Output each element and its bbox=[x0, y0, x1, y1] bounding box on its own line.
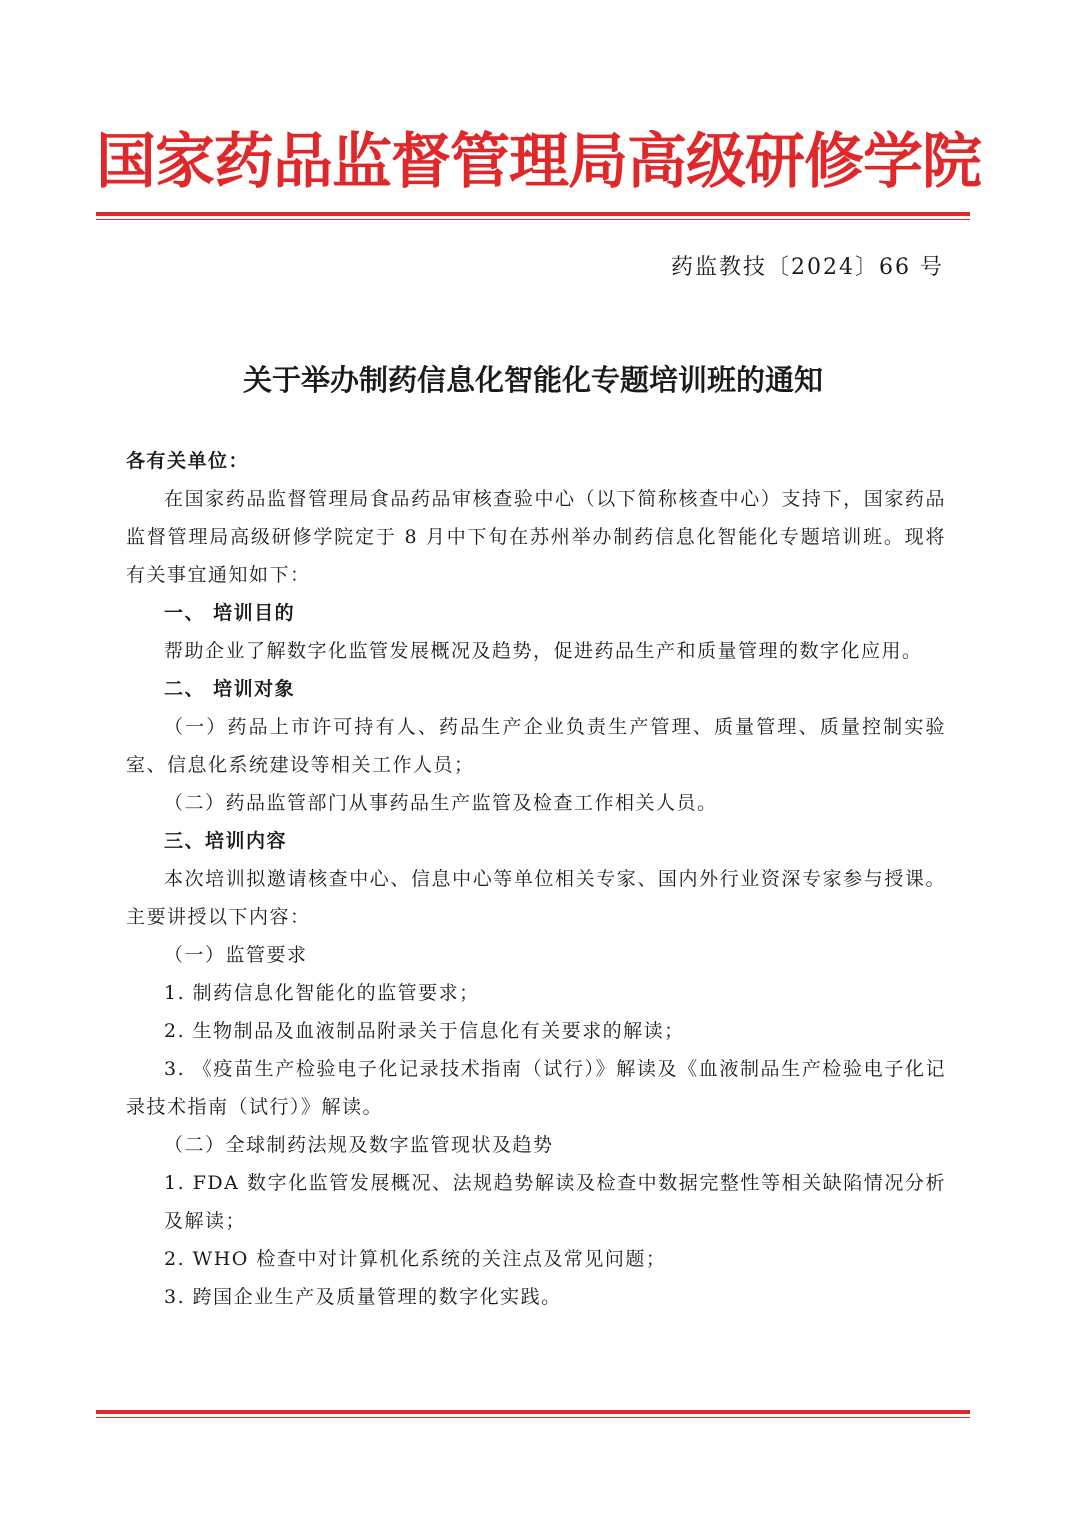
section-heading-audience: 二、 培训对象 bbox=[164, 678, 296, 700]
salutation: 各有关单位： bbox=[126, 450, 250, 472]
institution-header: 国家药品监督管理局高级研修学院 bbox=[96, 127, 981, 197]
content-list-item: 3. 《疫苗生产检验电子化记录技术指南（试行）》解读及《血液制品生产检验电子化记录技术指南（试行）》解读。 bbox=[126, 1058, 946, 1118]
content-group-title: （一）监管要求 bbox=[164, 944, 308, 966]
content-list-item: 1. 制药信息化智能化的监管要求； bbox=[164, 982, 480, 1004]
footer-divider bbox=[96, 1410, 970, 1418]
document-title: 关于举办制药信息化智能化专题培训班的通知 bbox=[242, 363, 823, 397]
header-divider bbox=[96, 212, 970, 220]
document-body bbox=[126, 442, 946, 1316]
content-list-item: 2. WHO 检查中对计算机化系统的关注点及常见问题； bbox=[164, 1248, 667, 1270]
content-intro-paragraph: 本次培训拟邀请核查中心、信息中心等单位相关专家、国内外行业资深专家参与授课。主要讲授以下内容： bbox=[126, 868, 946, 928]
section-heading-content: 三、培训内容 bbox=[164, 830, 288, 852]
audience-item: （一）药品上市许可持有人、药品生产企业负责生产管理、质量管理、质量控制实验室、信息化系统建设等相关工作人员； bbox=[126, 716, 946, 776]
audience-item: （二）药品监管部门从事药品生产监管及检查工作相关人员。 bbox=[164, 792, 718, 814]
content-group-title: （二）全球制药法规及数字监管现状及趋势 bbox=[164, 1134, 554, 1156]
document-number: 药监教技〔2024〕66 号 bbox=[671, 255, 944, 280]
purpose-paragraph: 帮助企业了解数字化监管发展概况及趋势，促进药品生产和质量管理的数字化应用。 bbox=[164, 640, 923, 662]
intro-paragraph: 在国家药品监督管理局食品药品审核查验中心（以下简称核查中心）支持下，国家药品监督管理局高级研修学院定于 8 月中下旬在苏州举办制药信息化智能化专题培训班。现将有关事宜通知如下： bbox=[126, 488, 946, 586]
content-list-item: 2. 生物制品及血液制品附录关于信息化有关要求的解读； bbox=[164, 1020, 685, 1042]
content-list-item: 1. FDA 数字化监管发展概况、法规趋势解读及检查中数据完整性等相关缺陷情况分析及解读； bbox=[164, 1172, 946, 1232]
section-heading-purpose: 一、 培训目的 bbox=[164, 602, 296, 624]
content-list-item: 3. 跨国企业生产及质量管理的数字化实践。 bbox=[164, 1286, 562, 1308]
